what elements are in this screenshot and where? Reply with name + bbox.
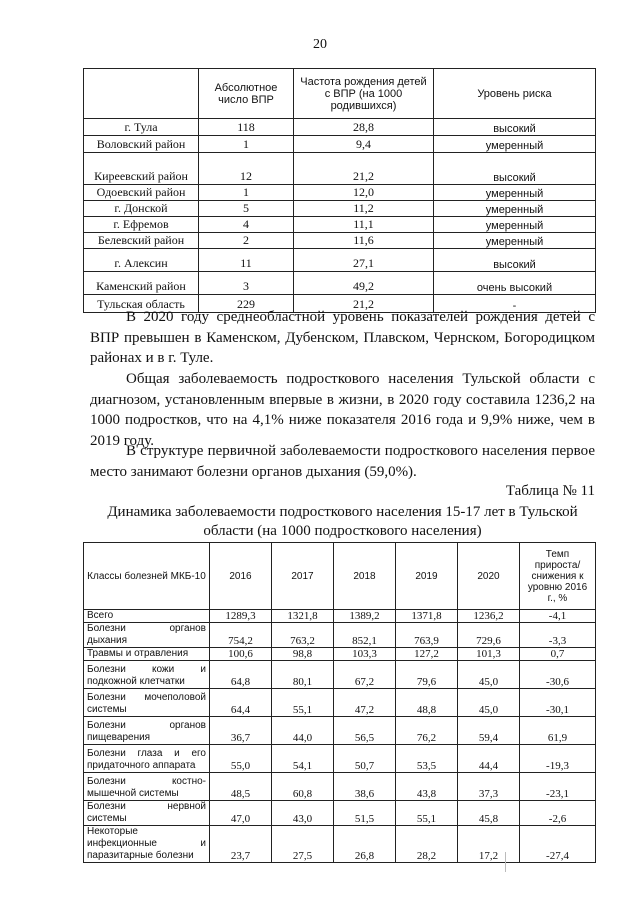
table1-cell-name: г. Тула xyxy=(84,119,199,136)
table2-cell-value: 729,6 xyxy=(458,623,520,648)
table2-cell-value: 43,8 xyxy=(396,773,458,801)
table2-cell-value: 0,7 xyxy=(520,648,596,661)
table2-caption: Динамика заболеваемости подросткового населения 15-17 лет в Тульской области (на 1000 подросткового населения) xyxy=(107,504,578,539)
table2-cell-value: 59,4 xyxy=(458,717,520,745)
table2-row xyxy=(84,801,596,826)
table1-row xyxy=(84,233,596,249)
table2-header-1: 2016 xyxy=(210,543,272,610)
scan-mark xyxy=(505,852,506,872)
table2-cell-class: Болезни органов пищеварения xyxy=(84,717,210,745)
table1-header-0 xyxy=(84,69,199,119)
table2-cell-value: 67,2 xyxy=(334,661,396,689)
table2-cell-value: -30,1 xyxy=(520,689,596,717)
table1-cell-freq: 11,6 xyxy=(294,233,434,249)
table2-cell-value: 98,8 xyxy=(272,648,334,661)
table1-cell-abs: 1 xyxy=(199,185,294,201)
table2-cell-value: 45,0 xyxy=(458,661,520,689)
table1-cell-abs: 3 xyxy=(199,272,294,295)
table1-cell-risk: умеренный xyxy=(434,217,596,233)
table1-row xyxy=(84,272,596,295)
table2-cell-value: 45,0 xyxy=(458,689,520,717)
table2-cell-value: -4,1 xyxy=(520,610,596,623)
table1-cell-risk: умеренный xyxy=(434,233,596,249)
table2-header-5: 2020 xyxy=(458,543,520,610)
table2-cell-value: 44,0 xyxy=(272,717,334,745)
table2-cell-class: Болезни нервной системы xyxy=(84,801,210,826)
table2-cell-value: -3,3 xyxy=(520,623,596,648)
table2-row xyxy=(84,745,596,773)
table2-cell-value: 38,6 xyxy=(334,773,396,801)
table1-header-1: Абсолютное число ВПР xyxy=(199,69,294,119)
table2-cell-value: 101,3 xyxy=(458,648,520,661)
table2-cell-value: 54,1 xyxy=(272,745,334,773)
table1-cell-name: Воловский район xyxy=(84,136,199,153)
table1-cell-abs: 229 xyxy=(199,295,294,313)
table-label: Таблица № 11 xyxy=(505,483,595,499)
table1-cell-name: Тульская область xyxy=(84,295,199,313)
table2-cell-value: 60,8 xyxy=(272,773,334,801)
table2-cell-value: 56,5 xyxy=(334,717,396,745)
table1-cell-abs: 5 xyxy=(199,201,294,217)
table2-cell-value: 48,8 xyxy=(396,689,458,717)
birth-defects-table xyxy=(83,68,596,313)
table2-cell-value: 100,6 xyxy=(210,648,272,661)
table2-cell-class: Травмы и отравления xyxy=(84,648,210,661)
table1-row xyxy=(84,136,596,153)
table2-cell-value: 27,5 xyxy=(272,826,334,863)
table2-cell-value: 80,1 xyxy=(272,661,334,689)
table1-cell-risk: очень высокий xyxy=(434,272,596,295)
table2-cell-value: 127,2 xyxy=(396,648,458,661)
table1-cell-risk: умеренный xyxy=(434,201,596,217)
table2-row xyxy=(84,826,596,863)
table1-row xyxy=(84,153,596,185)
table2-header-6: Темп прироста/ снижения к уровню 2016 г., % xyxy=(520,543,596,610)
table2-cell-value: 43,0 xyxy=(272,801,334,826)
table2-cell-value: 53,5 xyxy=(396,745,458,773)
table2-row xyxy=(84,717,596,745)
table2-cell-value: 64,4 xyxy=(210,689,272,717)
table2-cell-class: Болезни органов дыхания xyxy=(84,623,210,648)
adolescent-morbidity-table xyxy=(83,542,596,863)
paragraph-3: В структуре первичной заболеваемости подросткового населения первое место занимают болезни органов дыхания (59,0%). xyxy=(90,443,595,480)
table1-header-row xyxy=(84,69,596,119)
table2-cell-value: 44,4 xyxy=(458,745,520,773)
table1-header-3: Уровень риска xyxy=(434,69,596,119)
table2-row xyxy=(84,610,596,623)
table2-cell-value: 17,2 xyxy=(458,826,520,863)
table2-row xyxy=(84,773,596,801)
table2-cell-value: 61,9 xyxy=(520,717,596,745)
table1-row xyxy=(84,119,596,136)
table2-cell-value: 50,7 xyxy=(334,745,396,773)
table1-cell-risk: умеренный xyxy=(434,185,596,201)
table2-cell-value: -2,6 xyxy=(520,801,596,826)
table2-cell-value: 37,3 xyxy=(458,773,520,801)
table2-cell-value: 852,1 xyxy=(334,623,396,648)
table1-cell-freq: 11,2 xyxy=(294,201,434,217)
table2-cell-value: -27,4 xyxy=(520,826,596,863)
table2-cell-value: 76,2 xyxy=(396,717,458,745)
table1-row xyxy=(84,249,596,272)
table1-cell-abs: 1 xyxy=(199,136,294,153)
table2-cell-value: -30,6 xyxy=(520,661,596,689)
table2-cell-value: 55,1 xyxy=(272,689,334,717)
table2-cell-value: 23,7 xyxy=(210,826,272,863)
table1-cell-freq: 27,1 xyxy=(294,249,434,272)
table2-cell-value: 51,5 xyxy=(334,801,396,826)
table2-cell-class: Всего xyxy=(84,610,210,623)
table2-cell-class: Болезни костно-мышечной системы xyxy=(84,773,210,801)
table2-cell-value: 47,2 xyxy=(334,689,396,717)
table2-header-0: Классы болезней МКБ-10 xyxy=(84,543,210,610)
table1-cell-name: Каменский район xyxy=(84,272,199,295)
table2-cell-class: Болезни мочеполовой системы xyxy=(84,689,210,717)
table2-row xyxy=(84,648,596,661)
table1-cell-freq: 28,8 xyxy=(294,119,434,136)
table1-cell-freq: 12,0 xyxy=(294,185,434,201)
table2-cell-value: 55,1 xyxy=(396,801,458,826)
table2-cell-value: 1389,2 xyxy=(334,610,396,623)
table2-cell-class: Болезни глаза и его придаточного аппарата xyxy=(84,745,210,773)
table1-cell-freq: 11,1 xyxy=(294,217,434,233)
table1-cell-abs: 4 xyxy=(199,217,294,233)
table1-row xyxy=(84,217,596,233)
table1-cell-name: г. Ефремов xyxy=(84,217,199,233)
table1-cell-name: Киреевский район xyxy=(84,153,199,185)
table1-cell-name: Белевский район xyxy=(84,233,199,249)
table1-row xyxy=(84,185,596,201)
table2-cell-value: 1371,8 xyxy=(396,610,458,623)
table1-cell-freq: 21,2 xyxy=(294,295,434,313)
table1-row xyxy=(84,201,596,217)
table2-header-row xyxy=(84,543,596,610)
page-number: 20 xyxy=(313,37,327,52)
table2-cell-value: 763,9 xyxy=(396,623,458,648)
table1-cell-freq: 49,2 xyxy=(294,272,434,295)
table1-cell-name: г. Алексин xyxy=(84,249,199,272)
table1-cell-risk: - xyxy=(434,295,596,313)
table2-row xyxy=(84,689,596,717)
table2-cell-value: 103,3 xyxy=(334,648,396,661)
table2-cell-value: 1289,3 xyxy=(210,610,272,623)
table2-cell-value: 64,8 xyxy=(210,661,272,689)
table1-cell-abs: 11 xyxy=(199,249,294,272)
table2-cell-value: -19,3 xyxy=(520,745,596,773)
table1-cell-freq: 9,4 xyxy=(294,136,434,153)
table2-row xyxy=(84,623,596,648)
table2-cell-value: 26,8 xyxy=(334,826,396,863)
table2-cell-value: 36,7 xyxy=(210,717,272,745)
table1-cell-name: Одоевский район xyxy=(84,185,199,201)
table2-cell-value: 48,5 xyxy=(210,773,272,801)
table1-cell-risk: высокий xyxy=(434,119,596,136)
table1-cell-risk: высокий xyxy=(434,249,596,272)
table2-cell-value: 79,6 xyxy=(396,661,458,689)
table1-header-2: Частота рождения детей с ВПР (на 1000 родившихся) xyxy=(294,69,434,119)
table1-cell-abs: 118 xyxy=(199,119,294,136)
table1-cell-abs: 2 xyxy=(199,233,294,249)
table2-header-4: 2019 xyxy=(396,543,458,610)
table2-body xyxy=(84,610,596,863)
table1-cell-risk: умеренный xyxy=(434,136,596,153)
table2-cell-value: 1321,8 xyxy=(272,610,334,623)
table2-cell-value: 763,2 xyxy=(272,623,334,648)
table2-cell-value: -23,1 xyxy=(520,773,596,801)
table2-cell-value: 45,8 xyxy=(458,801,520,826)
table1-body xyxy=(84,119,596,313)
table2-row xyxy=(84,661,596,689)
paragraph-2: Общая заболеваемость подросткового населения Тульской области с диагнозом, установленным впервые в жизни, в 2020 году составила 1236,2 на 1000 подростков, что на 4,1% ниже показателя 2016 года и 9,9% ниже, чем в 2019 году. xyxy=(90,371,595,449)
table2-cell-value: 1236,2 xyxy=(458,610,520,623)
table2-cell-value: 55,0 xyxy=(210,745,272,773)
table2-cell-value: 47,0 xyxy=(210,801,272,826)
table2-cell-class: Болезни кожи и подкожной клетчатки xyxy=(84,661,210,689)
table1-cell-risk: высокий xyxy=(434,153,596,185)
table2-header-2: 2017 xyxy=(272,543,334,610)
table2-cell-value: 28,2 xyxy=(396,826,458,863)
table1-cell-name: г. Донской xyxy=(84,201,199,217)
table2-cell-class: Некоторые инфекционные и паразитарные болезни xyxy=(84,826,210,863)
table1-cell-abs: 12 xyxy=(199,153,294,185)
table2-cell-value: 754,2 xyxy=(210,623,272,648)
table1-cell-freq: 21,2 xyxy=(294,153,434,185)
paragraph-1: В 2020 году среднеобластной уровень показателей рождения детей с ВПР превышен в Каменском, Дубенском, Плавском, Чернском, Богородицком районах и в г. Туле. xyxy=(90,309,595,366)
table2-header-3: 2018 xyxy=(334,543,396,610)
